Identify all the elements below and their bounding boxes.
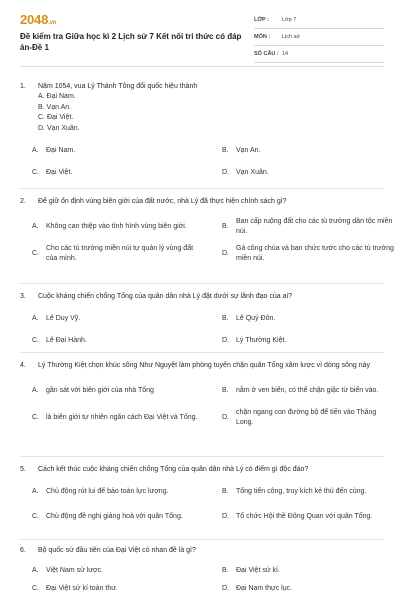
question-divider (20, 456, 384, 457)
question-1 (20, 82, 382, 184)
header (0, 0, 400, 66)
option-d[interactable] (222, 580, 394, 598)
option-letter: A. (32, 488, 39, 495)
option-b[interactable] (222, 481, 394, 503)
question-3 (20, 292, 382, 352)
question-number: 6. (20, 547, 26, 554)
option-b[interactable] (222, 140, 394, 162)
option-letter: C. (32, 249, 39, 257)
inline-choice: C. Đại Việt. (38, 114, 74, 121)
option-a[interactable] (32, 481, 204, 503)
question-5 (20, 465, 382, 530)
option-d[interactable] (222, 404, 394, 431)
option-text: Đại Nam thực lục. (236, 585, 293, 592)
option-a[interactable] (32, 308, 204, 330)
inline-choice: D. Vạn Xuân. (38, 124, 80, 132)
answer-options (32, 481, 382, 530)
question-divider (20, 283, 384, 284)
page-title: Đề kiểm tra Giữa học kì 2 Lịch sử 7 Kết nối tri thức có đáp án-Đề 1 (20, 32, 242, 52)
option-letter: B. (222, 147, 229, 154)
option-text: là biên giới tự nhiên ngăn cách Đại Việt và Tống. (46, 413, 198, 421)
question-stem (20, 361, 382, 371)
option-c[interactable] (32, 404, 204, 431)
option-text: Tổng tiến công, truy kích kẻ thù đến cùng. (236, 488, 367, 495)
option-letter: C. (32, 337, 39, 344)
question-6 (20, 546, 382, 598)
option-letter: C. (32, 413, 39, 421)
meta-label: LỚP : (254, 17, 269, 23)
meta-label: SỐ CÂU : (254, 51, 279, 57)
option-d[interactable] (222, 330, 394, 352)
option-text: Vạn An. (236, 147, 261, 154)
option-letter: C. (32, 585, 39, 592)
question-text: Cuộc kháng chiến chống Tống của quân dân nhà Lý đặt dưới sự lãnh đạo của ai? (38, 293, 292, 300)
logo-main: 2048 (20, 12, 49, 27)
option-letter: B. (222, 488, 229, 495)
option-text: Lê Quý Đôn. (236, 315, 276, 322)
option-text: Chủ động đề nghị giảng hoà với quân Tống. (46, 512, 183, 520)
question-text: Để giữ ổn định vùng biên giới của đất nước, nhà Lý đã thực hiện chính sách gì? (38, 198, 287, 205)
option-b[interactable] (222, 377, 394, 404)
option-a[interactable] (32, 140, 204, 162)
option-text: Lê Đại Hành. (46, 337, 87, 344)
inline-choices (38, 92, 382, 134)
option-text: Cho các tù trưởng miền núi tự quản lý vùng đất của mình. (46, 244, 194, 262)
option-letter: B. (222, 222, 229, 230)
option-letter: A. (32, 386, 39, 394)
question-stem (20, 197, 382, 207)
option-b[interactable] (222, 308, 394, 330)
option-letter: D. (222, 169, 229, 176)
option-text: Ban cấp ruộng đất cho các tù trưởng dân tộc miền núi. (236, 217, 393, 235)
option-letter: D. (222, 585, 229, 592)
option-text: Lê Duy Vỹ. (46, 315, 81, 322)
option-letter: B. (222, 386, 229, 394)
option-text: Đại Việt sử kí toàn thư. (46, 585, 118, 592)
question-divider (20, 188, 384, 189)
option-c[interactable] (32, 330, 204, 352)
meta-row-subject (254, 29, 384, 46)
option-text: nằm ở ven biển, có thể chặn giặc từ biển vào. (236, 386, 379, 394)
option-letter: A. (32, 315, 39, 322)
question-text: Bộ quốc sử đầu tiên của Đại Việt có nhan đề là gì? (38, 547, 196, 554)
option-d[interactable] (222, 503, 394, 530)
option-a[interactable] (32, 377, 204, 404)
question-divider (20, 352, 384, 353)
question-stem (20, 546, 382, 556)
option-letter: C. (32, 512, 39, 520)
question-number: 2. (20, 198, 26, 205)
option-text: Chủ động rút lui để bảo toàn lực lượng. (46, 488, 169, 495)
option-c[interactable] (32, 580, 204, 598)
option-text: chặn ngang con đường bộ để tiến vào Thăng Long. (236, 408, 377, 426)
option-text: Không can thiệp vào tình hình vùng biên giới. (46, 222, 187, 230)
option-a[interactable] (32, 213, 204, 240)
option-letter: B. (222, 315, 229, 322)
option-d[interactable] (222, 240, 394, 267)
meta-label: MÔN : (254, 34, 271, 40)
option-text: Đại Việt sử kí. (236, 567, 280, 574)
meta-row-class (254, 12, 384, 29)
option-letter: D. (222, 413, 229, 421)
option-text: Lý Thường Kiệt. (236, 337, 287, 344)
answer-options (32, 213, 394, 267)
site-logo[interactable] (20, 12, 56, 27)
meta-value: Lớp 7 (282, 17, 297, 23)
option-letter: D. (222, 249, 229, 257)
question-stem (20, 292, 382, 302)
meta-value: Lịch sử (282, 34, 301, 40)
option-text: Đại Việt. (46, 169, 73, 176)
option-text: Việt Nam sử lược. (46, 567, 104, 574)
meta-value: 14 (282, 51, 289, 57)
question-number: 3. (20, 293, 26, 300)
question-stem (20, 82, 382, 92)
option-c[interactable] (32, 503, 204, 530)
question-4 (20, 361, 382, 431)
answer-options (32, 377, 382, 431)
question-number: 4. (20, 362, 26, 369)
answer-options (32, 308, 382, 352)
option-letter: A. (32, 222, 39, 230)
meta-row-count (254, 46, 384, 63)
option-c[interactable] (32, 162, 204, 184)
option-text: Tổ chức Hội thề Đông Quan với quân Tống. (236, 512, 373, 520)
question-text: Lý Thường Kiệt chọn khúc sông Như Nguyệt làm phòng tuyến chặn quân Tống xâm lược vì dòng sông này (38, 362, 370, 369)
option-letter: B. (222, 567, 229, 574)
option-b[interactable] (222, 562, 394, 580)
header-divider (20, 66, 384, 67)
option-letter: D. (222, 512, 229, 520)
inline-choice: B. Vạn An. (38, 103, 72, 111)
question-2 (20, 197, 394, 267)
answer-options (32, 140, 382, 184)
exam-meta (254, 12, 384, 63)
option-letter: D. (222, 337, 229, 344)
logo-suffix: .vn (48, 20, 57, 26)
option-text: gần sát với biên giới của nhà Tống (46, 386, 154, 394)
question-text: Cách kết thúc cuộc kháng chiến chống Tống của quân dân nhà Lý có điểm gì độc đáo? (38, 466, 309, 473)
inline-choice: A. Đại Nam. (38, 93, 76, 100)
option-c[interactable] (32, 240, 204, 267)
option-letter: A. (32, 567, 39, 574)
question-number: 1. (20, 83, 26, 90)
question-number: 5. (20, 466, 26, 473)
option-text: Gả công chúa và ban chức tước cho các tù trưởng miền núi. (236, 244, 394, 262)
option-text: Vạn Xuân. (236, 169, 269, 176)
option-letter: C. (32, 169, 39, 176)
question-text: Năm 1054, vua Lý Thánh Tông đổi quốc hiệu thành (38, 83, 198, 90)
option-a[interactable] (32, 562, 204, 580)
option-text: Đại Nam. (46, 147, 76, 154)
answer-options (32, 562, 382, 598)
question-divider (20, 539, 384, 540)
option-letter: A. (32, 147, 39, 154)
option-d[interactable] (222, 162, 394, 184)
question-stem (20, 465, 382, 475)
option-b[interactable] (222, 213, 394, 240)
